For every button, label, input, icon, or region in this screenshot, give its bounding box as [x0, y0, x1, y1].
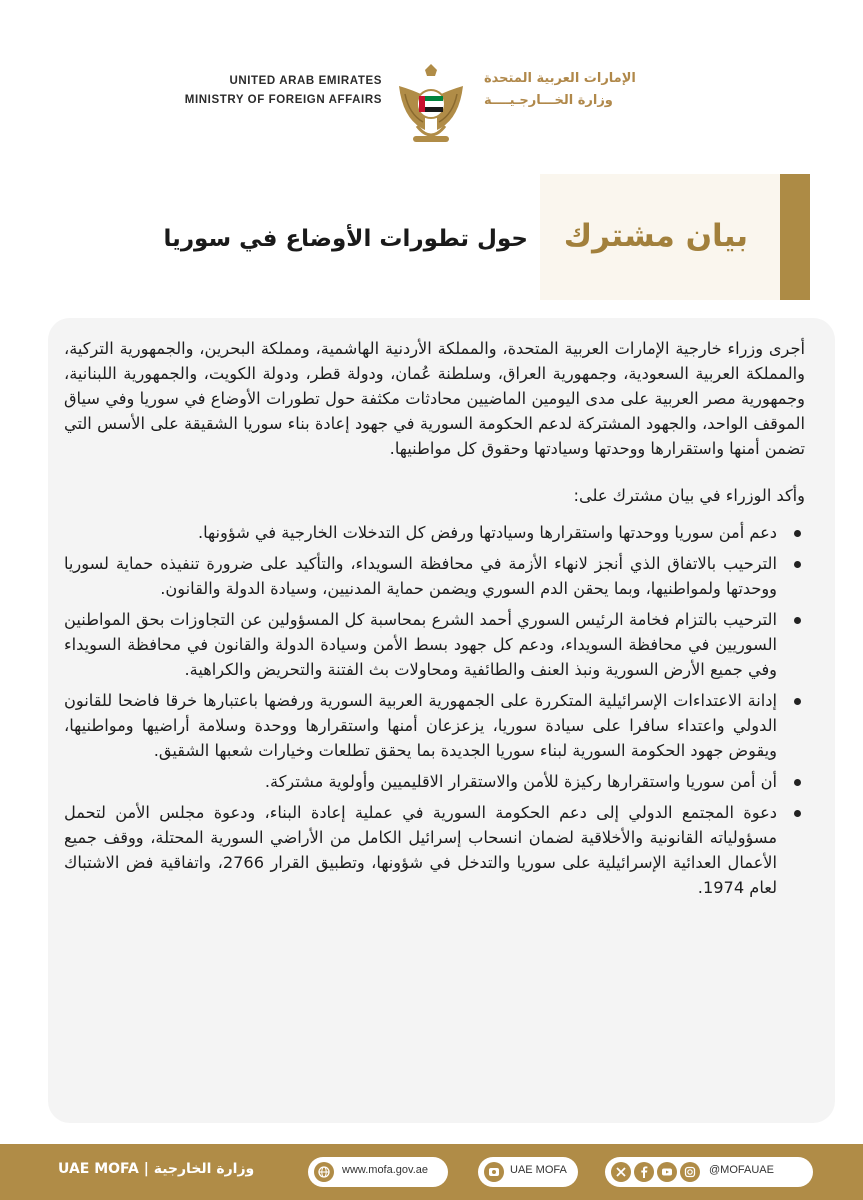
- website-text: www.mofa.gov.ae: [342, 1164, 429, 1176]
- list-item-text: الترحيب بالتزام فخامة الرئيس السوري أحمد الشرع بمحاسبة كل المسؤولين عن التجاوزات بحق المواطنين السوريين في محافظة السويداء، ودعم كل جهود بسط الأمن وسيادة الدولة والقانون في محافظة السويداء وفي جميع الأرض السورية ونبذ العنف والطائفية ومحاولات بث الفتنة والتحريض والكراهية.: [64, 610, 777, 679]
- bullet-icon: [794, 698, 801, 705]
- social-handle: @MOFAUAE: [709, 1164, 774, 1176]
- mofa-app-link[interactable]: [478, 1157, 578, 1187]
- youtube-icon[interactable]: [657, 1162, 677, 1182]
- lead-line: وأكد الوزراء في بيان مشترك على:: [573, 486, 805, 505]
- list-item: [64, 688, 777, 763]
- bullet-icon: [794, 779, 801, 786]
- statement-title: بيان مشترك: [563, 218, 748, 254]
- points-list: [64, 520, 805, 900]
- bullet-icon: [794, 617, 801, 624]
- list-item-text: أن أمن سوريا واستقرارها ركيزة للأمن والاستقرار الاقليميين وأولوية مشتركة.: [264, 772, 777, 791]
- bullet-icon: [794, 530, 801, 537]
- footer-brand: UAE MOFA | وزارة الخارجية: [58, 1161, 255, 1177]
- list-item: [64, 769, 777, 794]
- ministry-ar-line-1: الإمارات العربية المتحدة: [484, 71, 636, 86]
- intro-paragraph: أجرى وزراء خارجية الإمارات العربية المتحدة، والمملكة الأردنية الهاشمية، ومملكة البحرين، والجمهورية التركية، والمملكة العربية السعودية، وجمهورية العراق، وسلطنة عُمان، ودولة قطر، ودولة الكويت، والجمهورية اللبنانية، وجمهورية مصر العربية على مدى اليومين الماضيين محادثات مكثفة حول تطورات الأوضاع في سوريا وفي سياق الموقف الواحد، والجهود المشتركة لدعم الحكومة السورية في جهود إعادة بناء سوريا الشقيقة على الأسس التي تضمن أمنها واستقرارها ووحدتها وسيادتها وحقوق كل مواطنيها.: [64, 339, 805, 458]
- statement-content: [64, 336, 805, 906]
- instagram-icon[interactable]: [680, 1162, 700, 1182]
- footer: [0, 1144, 863, 1200]
- list-item-text: دعوة المجتمع الدولي إلى دعم الحكومة السورية في عملية إعادة البناء، ودعوة مجلس الأمن لتحمل مسؤولياته القانونية والأخلاقية لضمان انسحاب إسرائيل الكامل من الأراضي السورية المحتلة، ووقف جميع الأعمال العدائية الإسرائيلية على سوريا والتدخل في شؤونها، وتطبيق القرار 2766، واتفاقية فض الاشتباك لعام 1974.: [64, 803, 777, 897]
- ministry-en-line-2: MINISTRY OF FOREIGN AFFAIRS: [184, 94, 382, 106]
- social-links[interactable]: [605, 1157, 813, 1187]
- x-icon[interactable]: [611, 1162, 631, 1182]
- bullet-icon: [794, 810, 801, 817]
- list-item: [64, 520, 777, 545]
- title-accent-bar: [780, 174, 810, 300]
- ministry-name-english: [185, 72, 382, 110]
- mofa-app-text: UAE MOFA: [510, 1164, 567, 1176]
- ministry-en-line-1: UNITED ARAB EMIRATES: [229, 75, 382, 87]
- list-item-text: الترحيب بالاتفاق الذي أنجز لانهاء الأزمة في محافظة السويداء، والتأكيد على ضرورة تنفيذه حماية لسوريا ووحدتها ولمواطنيها، وبما يحقن الدم السوري ويضمن حماية المدنيين، وسيادة الدولة والقانون.: [64, 554, 777, 598]
- statement-subtitle: حول تطورات الأوضاع في سوريا: [163, 226, 528, 252]
- list-item: [64, 551, 777, 601]
- app-icon: [484, 1162, 504, 1182]
- header: [0, 60, 863, 150]
- list-item: [64, 607, 777, 682]
- website-link[interactable]: [308, 1157, 448, 1187]
- ministry-name-arabic: [484, 68, 636, 112]
- bullet-icon: [794, 561, 801, 568]
- globe-icon: [314, 1162, 334, 1182]
- facebook-icon[interactable]: [634, 1162, 654, 1182]
- ministry-ar-line-2: وزارة الخـــارجـيــــة: [484, 93, 613, 108]
- list-item: [64, 800, 777, 900]
- list-item-text: دعم أمن سوريا ووحدتها واستقرارها وسيادتها ورفض كل التدخلات الخارجية في شؤونها.: [197, 523, 777, 542]
- uae-emblem-icon: [395, 60, 467, 146]
- list-item-text: إدانة الاعتداءات الإسرائيلية المتكررة على الجمهورية العربية السورية ورفضها باعتبارها خرقا فاضحا للقانون الدولي واعتداء سافرا على سيادة سوريا، يزعزعان أمنها واستقرارها ووحدة وسلامة أراضيها ومواطنيها، ويقوض جهود الحكومة السورية لبناء سوريا الجديدة بما يحقق تطلعات وخيارات شعبها الشقيق.: [64, 691, 777, 760]
